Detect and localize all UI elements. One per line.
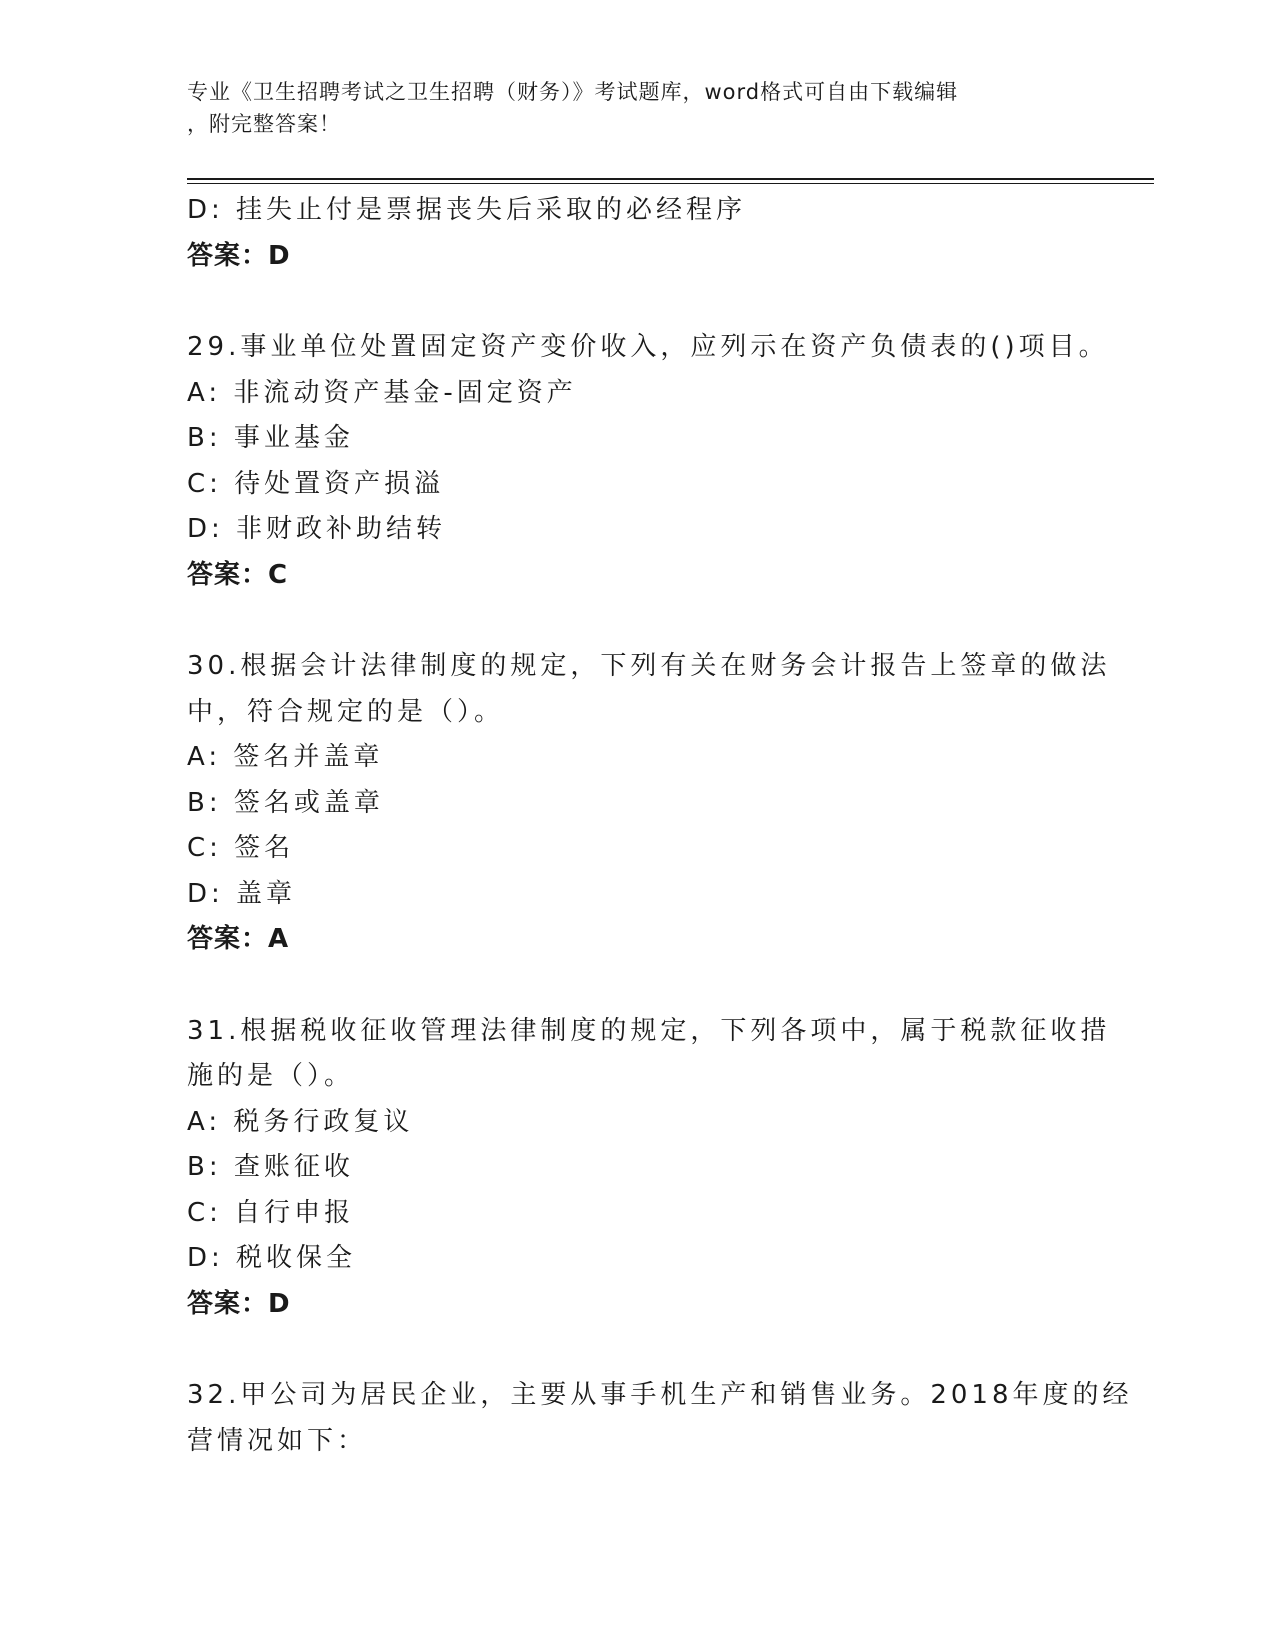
question-29 — [187, 325, 1109, 598]
answer-line: 答案：D — [187, 240, 291, 271]
question-text: 32.甲公司为居民企业，主要从事手机生产和销售业务。2018年度的经 — [187, 1380, 1133, 1410]
option-a: A: 税务行政复议 — [187, 1106, 414, 1137]
option-a: A: 签名并盖章 — [187, 742, 384, 772]
header-line-2: ，附完整答案！ — [187, 112, 341, 136]
header-divider-thin — [187, 183, 1154, 184]
question-list — [187, 188, 1133, 1464]
question-text: 31.根据税收征收管理法律制度的规定，下列各项中，属于税款征收措 — [187, 1015, 1111, 1046]
option-c: C: 待处置资产损溢 — [187, 468, 445, 499]
previous-question-tail — [187, 188, 1087, 279]
question-30 — [187, 644, 1111, 963]
option-c: C: 签名 — [187, 833, 295, 863]
question-31 — [187, 1009, 1111, 1328]
question-text: 30.根据会计法律制度的规定，下列有关在财务会计报告上签章的做法 — [187, 651, 1111, 681]
answer-line: 答案：A — [187, 924, 290, 954]
option-a: A: 非流动资产基金-固定资产 — [187, 377, 577, 408]
question-text-continued: 中，符合规定的是（）。 — [187, 696, 505, 727]
header-line-1: 专业《卫生招聘考试之卫生招聘（财务）》考试题库，word格式可自由下载编辑 — [187, 80, 959, 104]
option-c: C: 自行申报 — [187, 1197, 355, 1228]
option-b: B: 事业基金 — [187, 423, 354, 453]
option-b: B: 查账征收 — [187, 1152, 354, 1182]
option-d: D: 税收保全 — [187, 1243, 357, 1273]
option-d: D: 挂失止付是票据丧失后采取的必经程序 — [187, 195, 747, 225]
header-divider-thick — [187, 178, 1154, 180]
question-text-continued: 施的是（）。 — [187, 1061, 355, 1091]
option-b: B: 签名或盖章 — [187, 787, 384, 818]
question-text: 29.事业单位处置固定资产变价收入，应列示在资产负债表的()项目。 — [187, 332, 1109, 362]
question-32 — [187, 1373, 1133, 1464]
option-d: D: 非财政补助结转 — [187, 514, 447, 544]
answer-line: 答案：C — [187, 559, 289, 590]
document-header — [187, 76, 1087, 140]
option-d: D: 盖章 — [187, 878, 297, 909]
answer-line: 答案：D — [187, 1288, 291, 1319]
question-text-continued: 营情况如下： — [187, 1425, 368, 1456]
